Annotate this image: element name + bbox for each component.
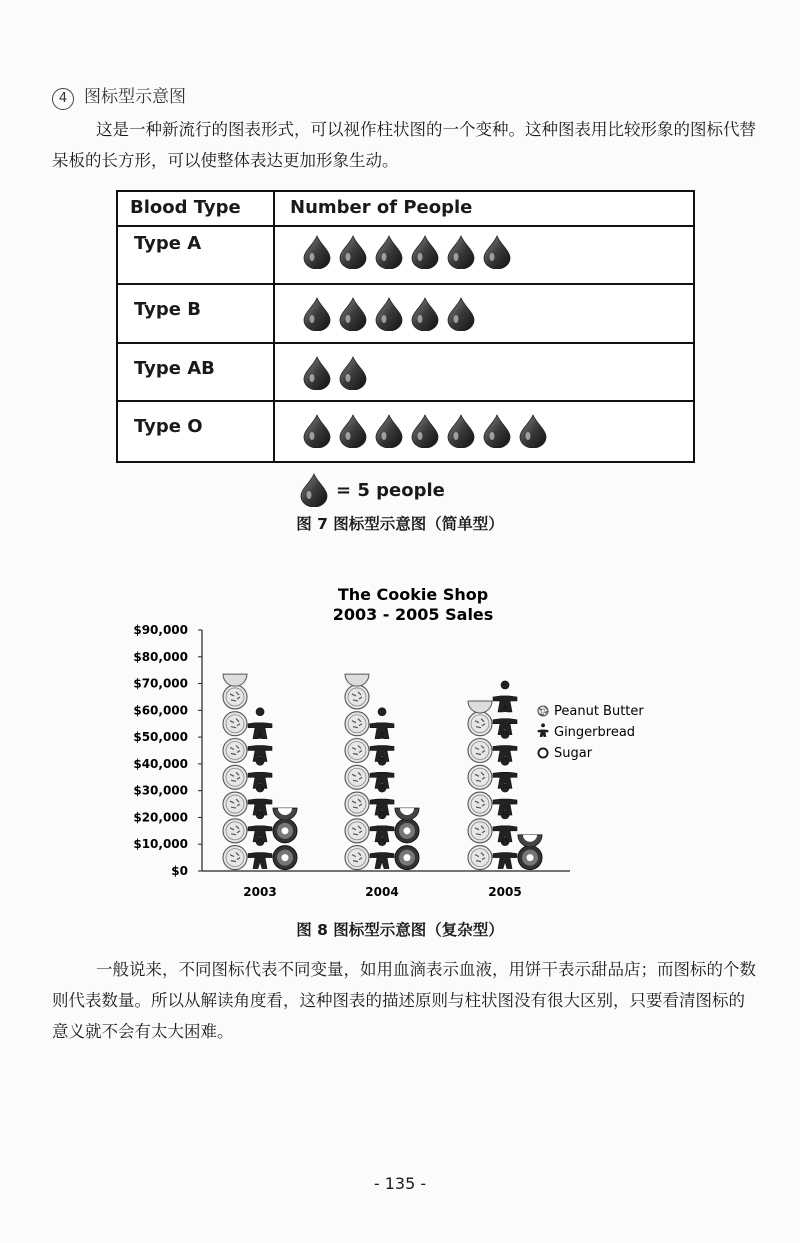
gingerbread-icon — [248, 838, 272, 869]
gingerbread-icon — [538, 724, 548, 737]
peanut-butter-cookie-icon — [223, 846, 247, 870]
header-blood-type: Blood Type — [130, 197, 241, 218]
chart-title: The Cookie Shop — [337, 585, 489, 604]
blood-drop-icon — [483, 235, 511, 269]
sugar-cookie-icon — [395, 846, 419, 870]
gingerbread-icon — [493, 784, 517, 815]
row-label: Type AB — [134, 358, 215, 379]
section-number: 4 — [52, 88, 74, 110]
pictograph-key — [300, 473, 445, 507]
peanut-butter-cookie-icon — [345, 846, 369, 870]
sugar-cookie-icon — [395, 808, 419, 820]
gingerbread-icon — [370, 838, 394, 869]
cookie-chart — [110, 580, 710, 905]
row-label: Type B — [134, 299, 201, 320]
peanut-butter-cookie-icon — [345, 739, 369, 763]
peanut-butter-cookie-icon — [223, 685, 247, 709]
gingerbread-icon — [493, 704, 517, 735]
y-tick-label: $20,000 — [133, 810, 188, 825]
peanut-butter-cookie-icon — [223, 819, 247, 843]
peanut-butter-cookie-icon — [223, 739, 247, 763]
blood-drop-icon — [447, 414, 475, 448]
peanut-butter-cookie-icon — [468, 712, 492, 736]
section-title: 图标型示意图 — [84, 87, 186, 107]
blood-drop-icon — [375, 414, 403, 448]
y-tick-label: $40,000 — [133, 756, 188, 771]
y-tick-label: $80,000 — [133, 649, 188, 664]
gingerbread-icon — [493, 757, 517, 788]
row-label: Type O — [134, 416, 203, 437]
x-tick-label: 2003 — [243, 885, 277, 899]
gingerbread-icon — [370, 731, 394, 762]
x-tick-label: 2004 — [365, 885, 399, 899]
blood-drop-icon — [375, 297, 403, 331]
peanut-butter-cookie-icon — [345, 765, 369, 789]
peanut-butter-cookie-icon — [223, 712, 247, 736]
gingerbread-icon — [370, 757, 394, 788]
table-row — [118, 225, 693, 283]
figure7-caption: 图 7 图标型示意图（简单型） — [296, 515, 504, 533]
peanut-butter-cookie-icon — [468, 819, 492, 843]
peanut-butter-cookie-icon — [468, 846, 492, 870]
blood-drop-icon — [519, 414, 547, 448]
table-row — [118, 283, 693, 344]
gingerbread-icon — [248, 784, 272, 815]
blood-drop-icon — [339, 356, 367, 390]
y-tick-label: $70,000 — [133, 676, 188, 691]
gingerbread-icon — [248, 757, 272, 788]
peanut-butter-cookie-icon — [538, 706, 548, 716]
gingerbread-icon — [493, 838, 517, 869]
sugar-cookie-icon — [538, 748, 548, 758]
blood-drop-icon — [447, 297, 475, 331]
y-tick-label: $30,000 — [133, 783, 188, 798]
peanut-butter-cookie-icon — [223, 674, 247, 686]
row-label: Type A — [134, 233, 202, 254]
key-text: = 5 people — [336, 479, 445, 501]
peanut-butter-cookie-icon — [345, 685, 369, 709]
table-row — [118, 400, 693, 463]
header-number-of-people: Number of People — [290, 197, 473, 218]
section-heading — [52, 82, 186, 110]
blood-drop-icon — [339, 297, 367, 331]
peanut-butter-cookie-icon — [345, 819, 369, 843]
peanut-butter-cookie-icon — [345, 792, 369, 816]
blood-drop-icon — [375, 235, 403, 269]
peanut-butter-cookie-icon — [345, 674, 369, 686]
y-tick-label: $0 — [171, 864, 188, 878]
intro-paragraph: 这是一种新流行的图表形式，可以视作柱状图的一个变种。这种图表用比较形象的图标代替呆板的长方形，可以使整体表达更加形象生动。 — [52, 120, 756, 170]
blood-type-table — [116, 190, 695, 463]
peanut-butter-cookie-icon — [468, 765, 492, 789]
blood-drop-icon — [339, 235, 367, 269]
x-tick-label: 2005 — [488, 885, 522, 899]
gingerbread-icon — [493, 811, 517, 842]
table-header — [118, 192, 693, 227]
legend-label: Peanut Butter — [554, 704, 644, 719]
drop-row — [303, 297, 475, 331]
y-tick-label: $50,000 — [133, 730, 188, 745]
gingerbread-icon — [370, 784, 394, 815]
blood-drop-icon — [303, 356, 331, 390]
drop-row — [303, 414, 547, 448]
sugar-cookie-icon — [518, 846, 542, 870]
blood-drop-icon — [483, 414, 511, 448]
sugar-cookie-icon — [273, 846, 297, 870]
page-number: - 135 - — [373, 1174, 427, 1193]
blood-drop-icon — [411, 235, 439, 269]
figure8-caption: 图 8 图标型示意图（复杂型） — [296, 921, 504, 939]
blood-drop-icon — [339, 414, 367, 448]
sugar-cookie-icon — [395, 819, 419, 843]
legend-label: Sugar — [554, 746, 593, 761]
blood-drop-icon — [303, 297, 331, 331]
blood-drop-icon — [447, 235, 475, 269]
peanut-butter-cookie-icon — [223, 792, 247, 816]
gingerbread-icon — [370, 811, 394, 842]
sugar-cookie-icon — [518, 835, 542, 847]
legend-label: Gingerbread — [554, 725, 636, 740]
closing-paragraph: 一般说来，不同图标代表不同变量，如用血滴表示血液，用饼干表示甜品店；而图标的个数则代表数量。所以从解读角度看，这种图表的描述原则与柱状图没有很大区别，只要看清图标的意义就不会有太大困难。 — [52, 960, 756, 1041]
peanut-butter-cookie-icon — [223, 765, 247, 789]
blood-drop-icon — [303, 414, 331, 448]
gingerbread-icon — [493, 731, 517, 762]
blood-drop-icon — [300, 473, 328, 507]
sugar-cookie-icon — [273, 819, 297, 843]
blood-drop-icon — [411, 297, 439, 331]
sugar-cookie-icon — [273, 808, 297, 820]
blood-drop-icon — [303, 235, 331, 269]
table-row — [118, 342, 693, 402]
peanut-butter-cookie-icon — [468, 739, 492, 763]
y-tick-label: $90,000 — [133, 623, 188, 637]
peanut-butter-cookie-icon — [468, 792, 492, 816]
gingerbread-icon — [248, 731, 272, 762]
chart-subtitle: 2003 - 2005 Sales — [332, 605, 494, 624]
y-tick-label: $60,000 — [133, 703, 188, 718]
peanut-butter-cookie-icon — [468, 701, 492, 713]
blood-drop-icon — [411, 414, 439, 448]
drop-row — [303, 235, 511, 269]
gingerbread-icon — [248, 811, 272, 842]
y-tick-label: $10,000 — [133, 837, 188, 852]
drop-row — [303, 356, 367, 390]
peanut-butter-cookie-icon — [345, 712, 369, 736]
